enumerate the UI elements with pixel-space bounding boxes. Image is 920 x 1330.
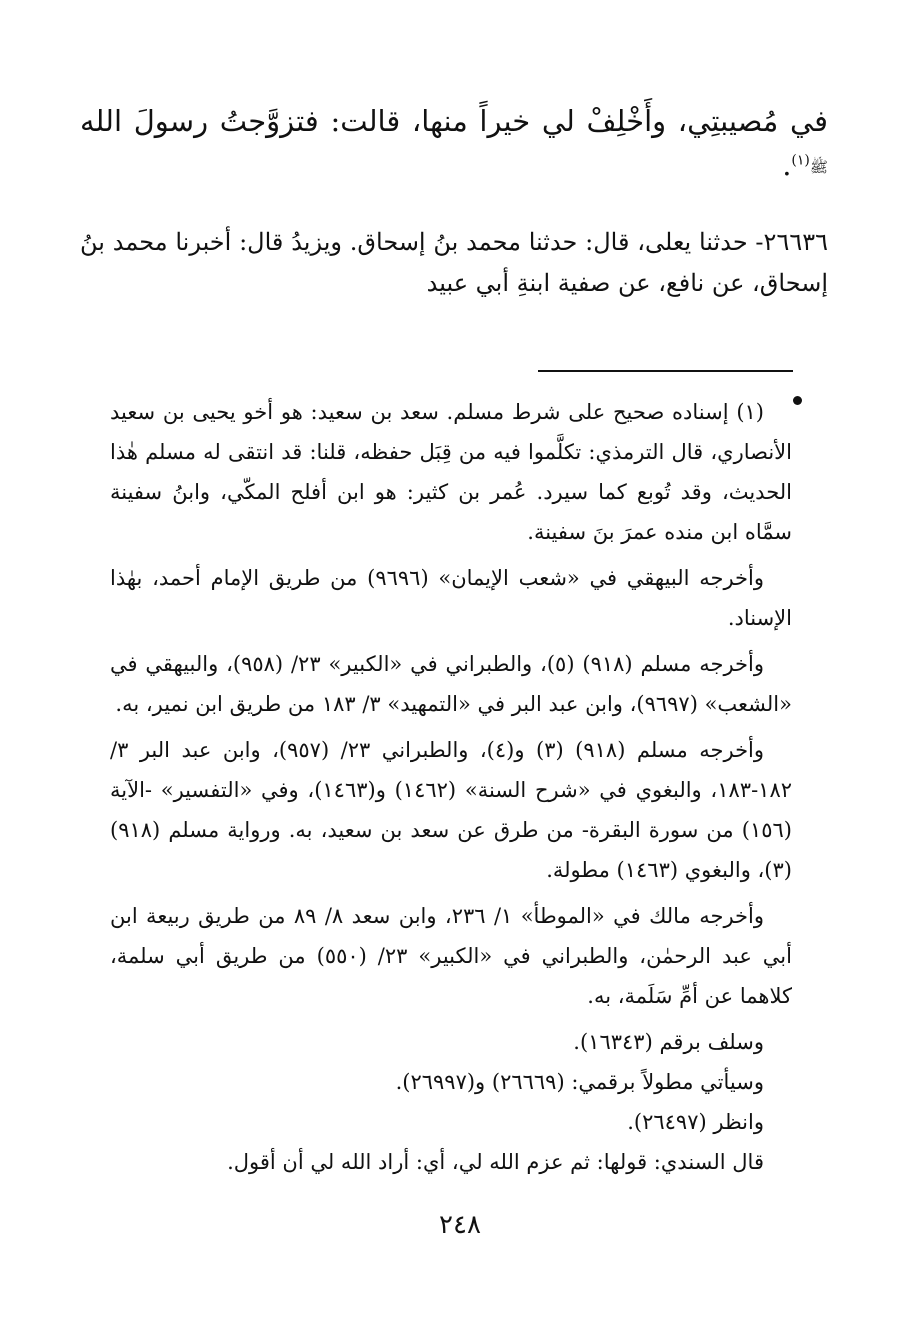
- footnote-paragraph: (١) إسناده صحيح على شرط مسلم. سعد بن سعيد: هو أخو يحيى بن سعيد الأنصاري، قال الترمذي: تكلَّموا فيه من قِبَل حفظه، قلنا: قد انتقى له مسلم هٰذا الحديث، وقد تُوبع كما سيرد. عُمر بن كثير: هو ابن أفلح المكّي، وابنُ سفينة سمَّاه ابن منده عمرَ بنَ سفينة.: [110, 400, 792, 544]
- sentence-end: .: [782, 147, 792, 182]
- footnote-line: وانظر (٢٦٤٩٧).: [627, 1110, 764, 1134]
- footnote-ref: (١): [791, 151, 810, 168]
- footnote-line: قال السندي: قولها: ثم عزم الله لي، أي: أراد الله لي أن أقول.: [227, 1150, 764, 1174]
- main-text-line: في مُصيبتِي، وأَخْلِفْ لي خيراً منها، قالت: فتزوَّجتُ رسولَ الله: [80, 104, 828, 138]
- footnote-paragraph: وأخرجه مسلم (٩١٨) (٥)، والطبراني في «الكبير» ٢٣/ (٩٥٨)، والبيهقي في «الشعب» (٩٦٩٧)، وابن عبد البر في «التمهيد» ٣/ ١٨٣ من طريق ابن نمير، به.: [110, 652, 792, 716]
- footnote-divider: [538, 370, 793, 372]
- footnote-paragraph: وأخرجه البيهقي في «شعب الإيمان» (٩٦٩٦) من طريق الإمام أحمد، بهٰذا الإسناد.: [110, 566, 792, 630]
- main-text-paragraph-1: [80, 100, 828, 187]
- footnote-paragraph: وأخرجه مسلم (٩١٨) (٣) و(٤)، والطبراني ٢٣/ (٩٥٧)، وابن عبد البر ٣/ ١٨٢-١٨٣، والبغوي في «شرح السنة» (١٤٦٢) و(١٤٦٣)، وفي «التفسير» -الآية (١٥٦) من سورة البقرة- من طرق عن سعد بن سعيد، به. ورواية مسلم (٩١٨) (٣)، والبغوي (١٤٦٣) مطولة.: [110, 738, 793, 882]
- dot-mark: [793, 396, 802, 405]
- footnotes-section: [110, 392, 792, 1182]
- page-number: ٢٤٨: [439, 1210, 481, 1240]
- footnote-line: وسلف برقم (١٦٣٤٣).: [573, 1030, 764, 1054]
- main-text-paragraph-2: [80, 222, 828, 304]
- hadith-chain: ٢٦٦٣٦- حدثنا يعلى، قال: حدثنا محمد بنُ إسحاق. ويزيدُ قال: أخبرنا محمد بنُ إسحاق، عن نافع، عن صفية ابنةِ أبي عبيد: [80, 228, 828, 297]
- salawat-ligature: ﷺ: [809, 157, 828, 176]
- footnote-line: وسيأتي مطولاً برقمي: (٢٦٦٦٩) و(٢٦٩٩٧).: [395, 1070, 764, 1094]
- footnote-paragraph: وأخرجه مالك في «الموطأ» ١/ ٢٣٦، وابن سعد ٨/ ٨٩ من طريق ربيعة ابن أبي عبد الرحمٰن، والطبراني في «الكبير» ٢٣/ (٥٥٠) من طريق أبي سلمة، كلاهما عن أمِّ سَلَمة، به.: [110, 904, 792, 1008]
